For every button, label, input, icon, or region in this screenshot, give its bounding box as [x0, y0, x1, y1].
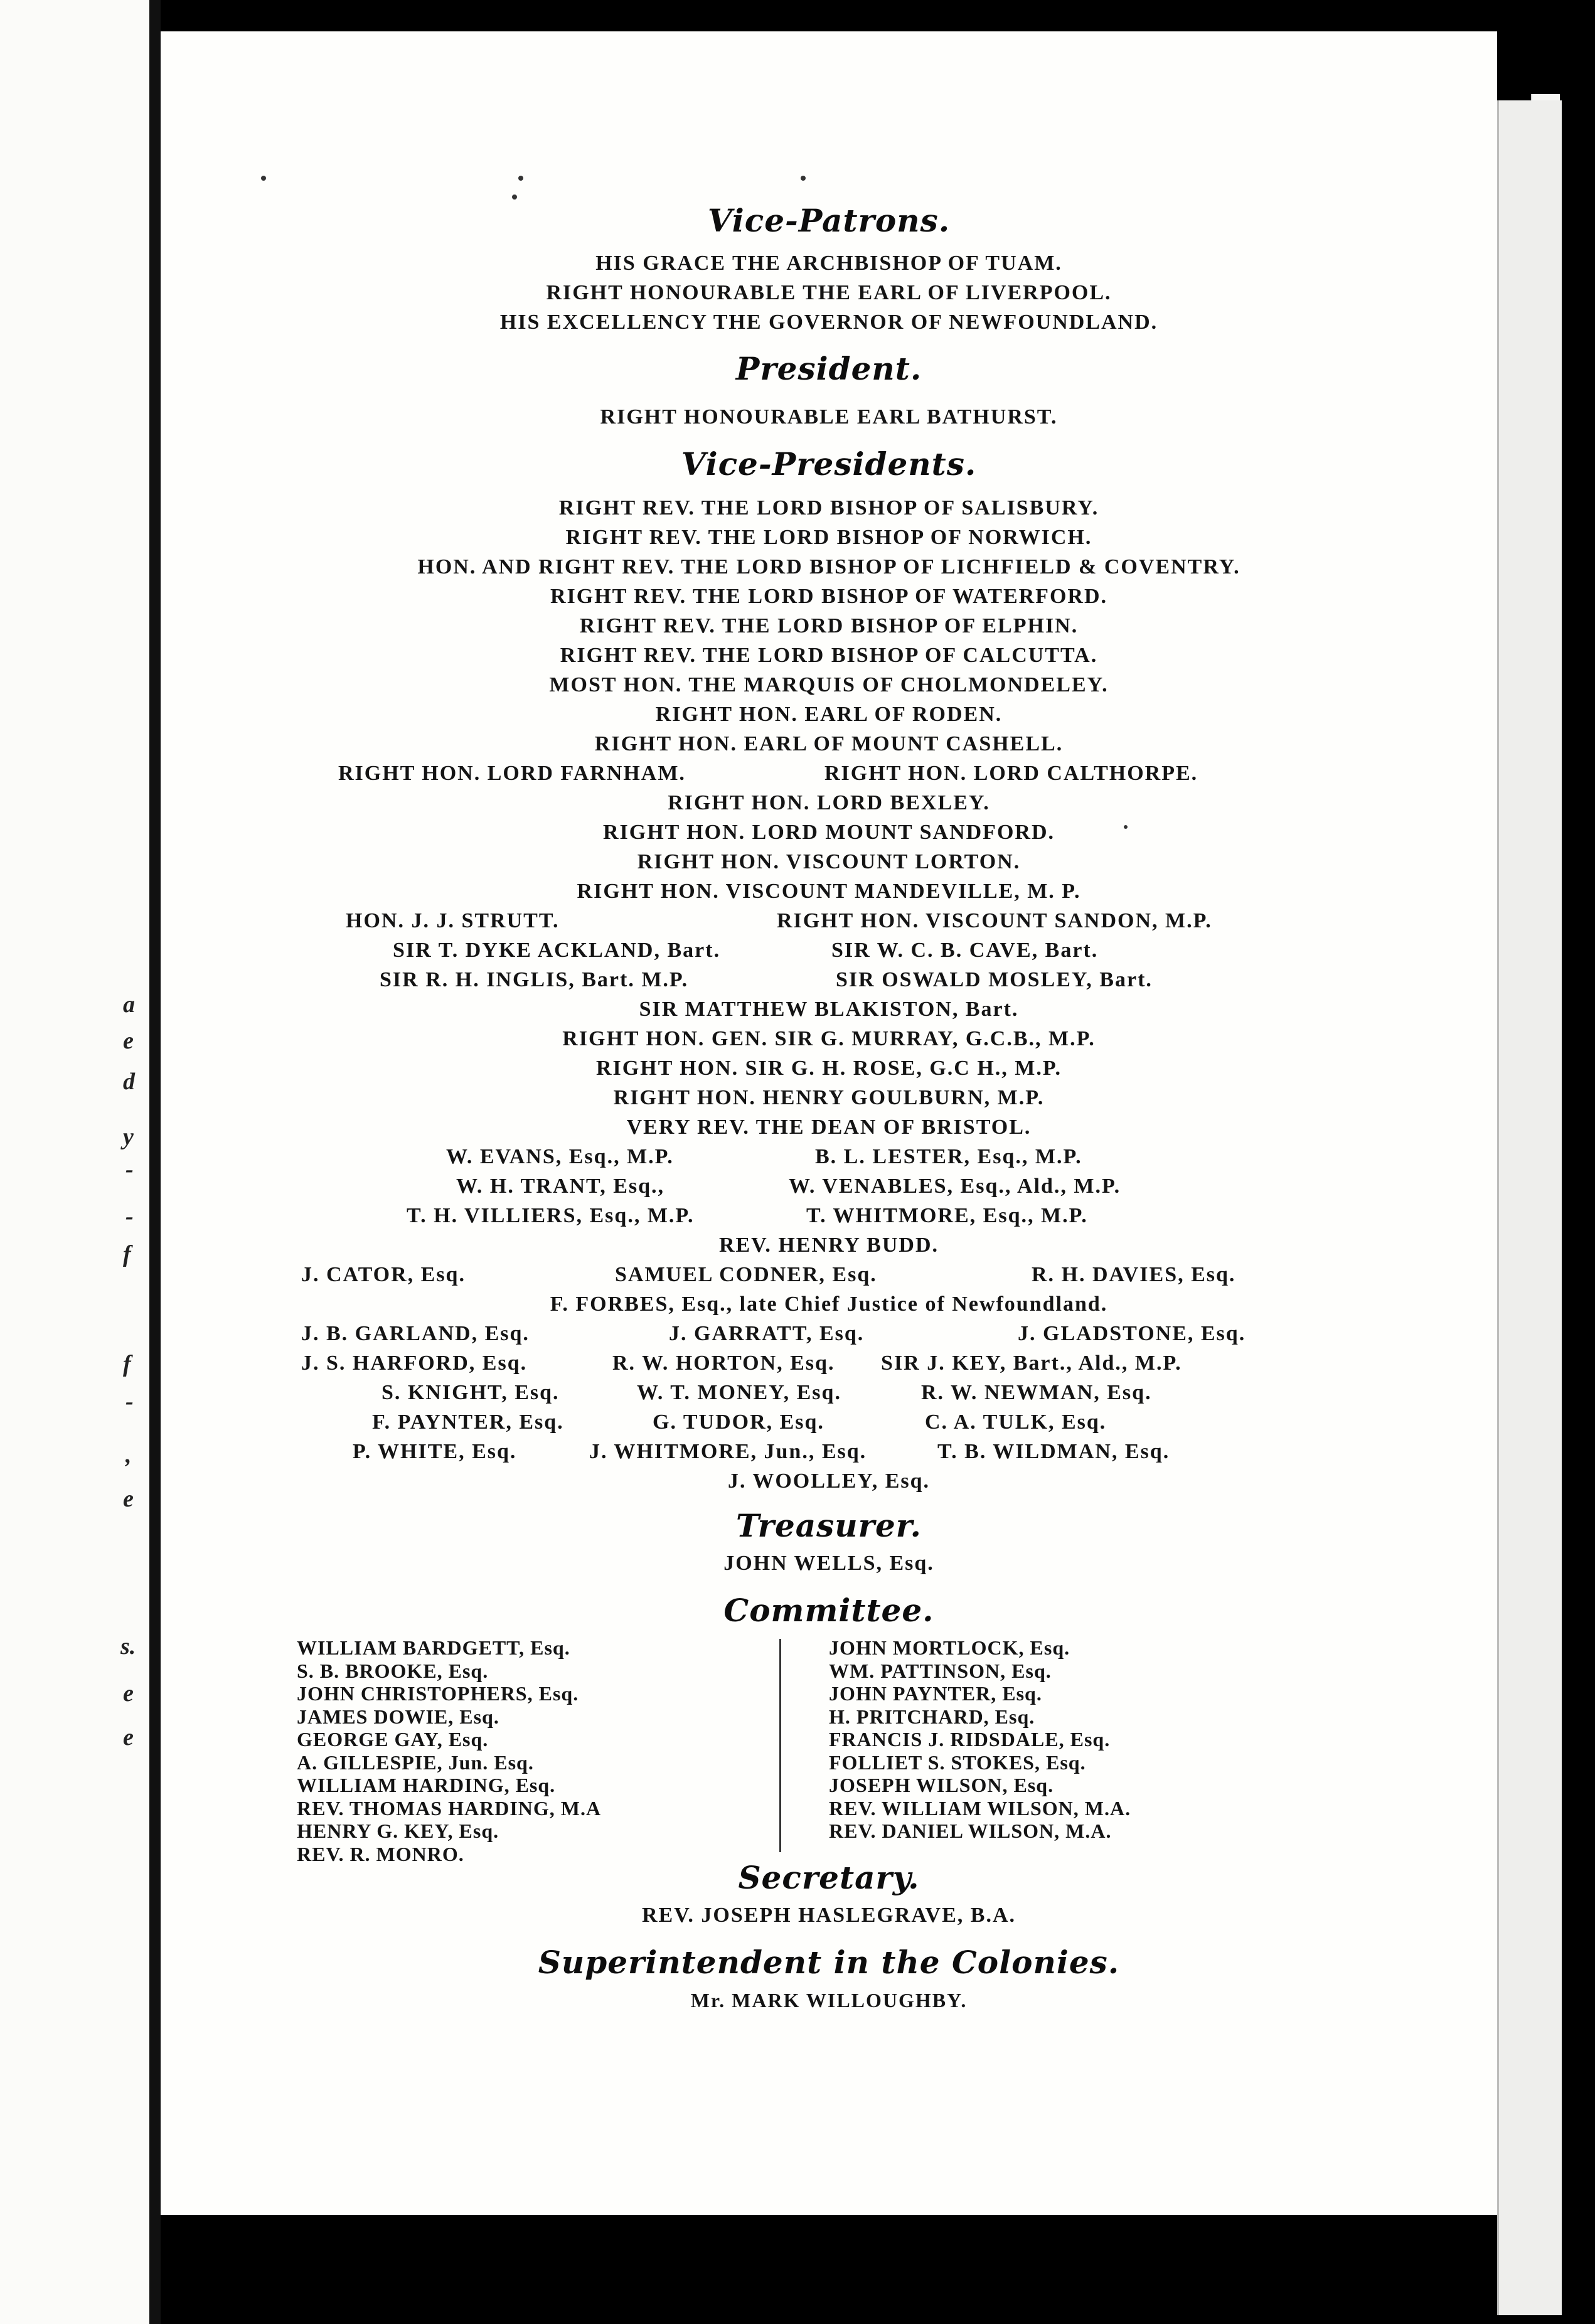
margin-fragment: y [123, 1124, 134, 1150]
vice-president-entry: W. EVANS, Esq., M.P. [446, 1145, 674, 1168]
vice-president-entry: W. VENABLES, Esq., Ald., M.P. [789, 1175, 1121, 1198]
secretary-name: REV. JOSEPH HASLEGRAVE, B.A. [641, 1904, 1016, 1927]
vice-president-line: RIGHT HON. EARL OF MOUNT CASHELL. [594, 732, 1064, 755]
vice-president-entry: J. B. GARLAND, Esq. [301, 1322, 530, 1345]
vice-presidents-heading: Vice-Presidents. [681, 445, 977, 482]
committee-member: A. GILLESPIE, Jun. Esq. [297, 1751, 534, 1774]
vice-president-line: RIGHT REV. THE LORD BISHOP OF CALCUTTA. [560, 644, 1098, 667]
page-edge [1497, 100, 1562, 2315]
vice-president-line: RIGHT HON. VISCOUNT LORTON. [637, 850, 1021, 873]
committee-member: JAMES DOWIE, Esq. [297, 1705, 499, 1728]
vice-president-entry: HON. J. J. STRUTT. [346, 909, 560, 932]
vice-president-line: RIGHT REV. THE LORD BISHOP OF NORWICH. [565, 526, 1092, 549]
vice-president-entry: SIR J. KEY, Bart., Ald., M.P. [881, 1351, 1182, 1375]
committee-right-column [829, 1636, 1131, 1843]
vice-president-entry: S. KNIGHT, Esq. [381, 1381, 560, 1404]
committee-member: H. PRITCHARD, Esq. [829, 1705, 1035, 1728]
ink-speck [801, 176, 806, 181]
committee-member: REV. THOMAS HARDING, M.A [297, 1796, 602, 1820]
vice-president-line: F. FORBES, Esq., late Chief Justice of Newfoundland. [550, 1293, 1108, 1316]
committee-divider [779, 1639, 781, 1852]
vice-president-line: VERY REV. THE DEAN OF BRISTOL. [626, 1116, 1032, 1139]
committee-member: GEORGE GAY, Esq. [297, 1728, 489, 1751]
committee-member: REV. R. MONRO. [297, 1842, 464, 1865]
margin-fragment: e [123, 1680, 134, 1707]
margin-fragment: e [123, 1486, 134, 1512]
vice-president-entry: RIGHT HON. VISCOUNT SANDON, M.P. [777, 909, 1212, 932]
vice-president-entry: P. WHITE, Esq. [353, 1440, 517, 1463]
ink-speck [512, 195, 517, 200]
vice-president-line: MOST HON. THE MARQUIS OF CHOLMONDELEY. [549, 673, 1109, 696]
committee-member: WILLIAM HARDING, Esq. [297, 1774, 556, 1796]
vice-president-entry: W. T. MONEY, Esq. [637, 1381, 841, 1404]
treasurer-name: JOHN WELLS, Esq. [723, 1552, 934, 1575]
vice-president-line: RIGHT HON. VISCOUNT MANDEVILLE, M. P. [577, 880, 1081, 903]
vice-president-line: RIGHT HON. EARL OF RODEN. [655, 703, 1003, 726]
margin-fragment: f [123, 1351, 131, 1377]
vice-president-entry: J. CATOR, Esq. [301, 1263, 466, 1286]
vice-president-entry: R. W. NEWMAN, Esq. [921, 1381, 1152, 1404]
vice-president-entry: RIGHT HON. LORD CALTHORPE. [824, 762, 1198, 785]
superintendent-heading: Superintendent in the Colonies. [538, 1944, 1120, 1981]
committee-member: REV. WILLIAM WILSON, M.A. [829, 1796, 1131, 1820]
margin-fragment: - [125, 1156, 134, 1183]
vice-president-entry: J. GLADSTONE, Esq. [1018, 1322, 1246, 1345]
treasurer-heading: Treasurer. [736, 1507, 922, 1544]
vice-president-line: RIGHT HON. GEN. SIR G. MURRAY, G.C.B., M.P. [562, 1027, 1096, 1050]
committee-member: REV. DANIEL WILSON, M.A. [829, 1820, 1112, 1842]
binding-gutter [149, 0, 161, 2324]
vice-president-entry: C. A. TULK, Esq. [925, 1410, 1107, 1434]
vice-president-entry: F. PAYNTER, Esq. [372, 1410, 564, 1434]
vice-president-line: J. WOOLLEY, Esq. [727, 1469, 931, 1493]
vice-president-line: RIGHT REV. THE LORD BISHOP OF WATERFORD. [550, 585, 1107, 608]
vice-president-entry: J. GARRATT, Esq. [669, 1322, 865, 1345]
vice-president-entry: G. TUDOR, Esq. [653, 1410, 824, 1434]
margin-fragment: , [125, 1442, 132, 1468]
vice-president-line: RIGHT REV. THE LORD BISHOP OF ELPHIN. [579, 614, 1079, 637]
margin-fragment: - [125, 1389, 134, 1415]
margin-fragment: - [125, 1203, 134, 1230]
committee-heading: Committee. [723, 1592, 934, 1629]
vice-president-line: REV. HENRY BUDD. [718, 1234, 939, 1257]
committee-member: JOSEPH WILSON, Esq. [829, 1774, 1054, 1796]
vice-president-entry: T. WHITMORE, Esq., M.P. [806, 1204, 1088, 1227]
vice-president-entry: SIR R. H. INGLIS, Bart. M.P. [380, 968, 689, 991]
vice-president-line: HON. AND RIGHT REV. THE LORD BISHOP OF LICHFIELD & COVENTRY. [417, 555, 1240, 578]
committee-member: JOHN PAYNTER, Esq. [829, 1682, 1042, 1705]
committee-member: FRANCIS J. RIDSDALE, Esq. [829, 1728, 1111, 1751]
president-line: RIGHT HONOURABLE EARL BATHURST. [600, 405, 1058, 429]
vice-president-line: RIGHT HON. HENRY GOULBURN, M.P. [613, 1086, 1045, 1109]
vice-president-line: RIGHT REV. THE LORD BISHOP OF SALISBURY. [558, 496, 1099, 520]
vice-president-entry: SIR OSWALD MOSLEY, Bart. [836, 968, 1153, 991]
ink-speck [518, 176, 523, 181]
margin-fragment: d [123, 1069, 135, 1095]
vice-president-entry: J. WHITMORE, Jun., Esq. [589, 1440, 867, 1463]
vice-president-line: RIGHT HON. SIR G. H. ROSE, G.C H., M.P. [595, 1057, 1062, 1080]
vice-patron-line: RIGHT HONOURABLE THE EARL OF LIVERPOOL. [546, 281, 1112, 304]
margin-fragment: a [123, 991, 135, 1018]
vice-patron-line: HIS EXCELLENCY THE GOVERNOR OF NEWFOUNDLAND. [499, 311, 1158, 334]
vice-president-entry: T. H. VILLIERS, Esq., M.P. [407, 1204, 695, 1227]
margin-fragment: s. [120, 1633, 136, 1660]
committee-member: JOHN CHRISTOPHERS, Esq. [297, 1682, 579, 1705]
committee-member: JOHN MORTLOCK, Esq. [829, 1636, 1070, 1659]
committee-member: FOLLIET S. STOKES, Esq. [829, 1751, 1086, 1774]
previous-page-strip [0, 0, 149, 2324]
vice-president-entry: R. H. DAVIES, Esq. [1032, 1263, 1236, 1286]
margin-fragment: f [123, 1241, 131, 1267]
vice-patron-line: HIS GRACE THE ARCHBISHOP OF TUAM. [595, 252, 1062, 275]
vice-president-entry: T. B. WILDMAN, Esq. [937, 1440, 1170, 1463]
vice-patrons-heading: Vice-Patrons. [707, 202, 951, 239]
margin-fragment: e [123, 1724, 134, 1751]
vice-president-entry: J. S. HARFORD, Esq. [301, 1351, 528, 1375]
committee-member: WILLIAM BARDGETT, Esq. [297, 1636, 570, 1659]
vice-president-entry: RIGHT HON. LORD FARNHAM. [338, 762, 686, 785]
committee-left-column [297, 1636, 601, 1865]
vice-president-entry: W. H. TRANT, Esq., [456, 1175, 665, 1198]
vice-president-entry: SAMUEL CODNER, Esq. [615, 1263, 877, 1286]
vice-president-entry: SIR W. C. B. CAVE, Bart. [831, 939, 1099, 962]
margin-fragment: e [123, 1028, 134, 1054]
vice-president-entry: R. W. HORTON, Esq. [612, 1351, 835, 1375]
committee-member: S. B. BROOKE, Esq. [297, 1659, 489, 1682]
president-heading: President. [735, 350, 922, 387]
vice-president-line: RIGHT HON. LORD BEXLEY. [668, 791, 990, 814]
superintendent-name: Mr. MARK WILLOUGHBY. [690, 1989, 968, 2012]
secretary-heading: Secretary. [738, 1859, 920, 1896]
vice-president-entry: B. L. LESTER, Esq., M.P. [815, 1145, 1082, 1168]
vice-president-line: SIR MATTHEW BLAKISTON, Bart. [639, 998, 1019, 1021]
committee-member: WM. PATTINSON, Esq. [829, 1659, 1052, 1682]
committee-member: HENRY G. KEY, Esq. [297, 1820, 499, 1842]
vice-president-entry: SIR T. DYKE ACKLAND, Bart. [393, 939, 721, 962]
vice-president-line: RIGHT HON. LORD MOUNT SANDFORD. [602, 821, 1055, 844]
ink-speck [261, 176, 266, 181]
